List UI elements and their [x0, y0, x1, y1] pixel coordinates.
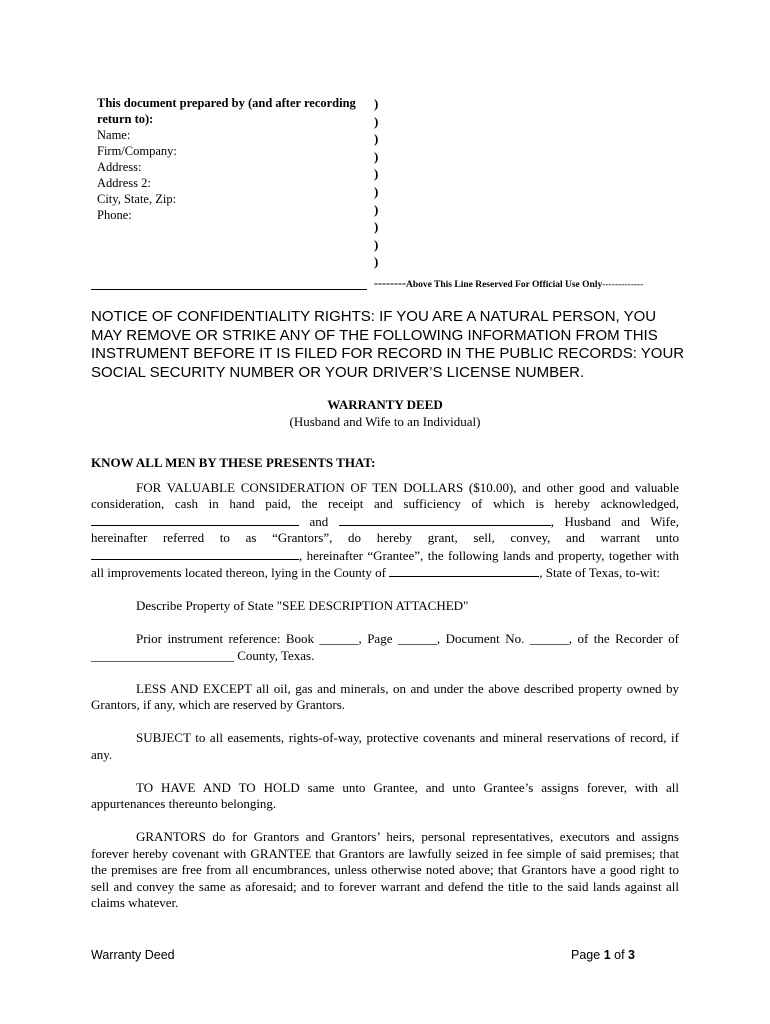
official-use-notice	[374, 276, 643, 291]
subject-to-paragraph: SUBJECT to all easements, rights-of-way, protective covenants and mineral reservations of record, if any.	[91, 730, 679, 762]
bracket-paren: )	[374, 166, 379, 182]
less-except-paragraph: LESS AND EXCEPT all oil, gas and minerals, on and under the above described property owned by Grantors, if any, which are reserved by Grantors.	[91, 680, 679, 712]
grantor-2-blank[interactable]	[339, 513, 551, 526]
page-total: 3	[628, 948, 635, 962]
bracket-paren: )	[374, 183, 379, 199]
field-name-label: Name:	[97, 128, 131, 142]
county-texas-blank[interactable]: ______________________	[91, 647, 234, 663]
bracket-paren: )	[374, 236, 379, 252]
field-city-state-zip-label: City, State, Zip:	[97, 192, 177, 206]
bracket-paren: )	[374, 113, 379, 129]
husband-wife-text: , Husband and Wife,	[550, 513, 679, 529]
grantors-covenant-paragraph: GRANTORS do for Grantors and Grantors’ heirs, personal representatives, executors and assigns forever hereby covenant with GRANTEE that Grantors are lawfully seized in fee simple of said premises; that the premises are free from all encumbrances, unless otherwise noted above; that Grantors have a good right to sell and convey the same as aforesaid; and to forever warrant and defend the title to the said lands against all claims whatever.	[91, 829, 679, 910]
reserved-text: Above This Line Reserved For Official Use Only	[405, 280, 603, 290]
deed-title-block	[0, 397, 770, 430]
know-all-heading: KNOW ALL MEN BY THESE PRESENTS THAT:	[91, 455, 376, 470]
state-text: , State of Texas,	[539, 565, 623, 580]
grantee-text: , hereinafter “Grantee”, the following lands and property, together	[299, 547, 652, 563]
property-description: Describe Property of State "SEE DESCRIPTION ATTACHED"	[136, 598, 469, 613]
page-label: Page	[571, 948, 601, 962]
page-indicator	[571, 948, 635, 962]
reserved-dashes-left: --------	[374, 276, 406, 290]
grantee-blank[interactable]	[91, 547, 299, 560]
county-texas-text: County, Texas.	[234, 647, 315, 663]
and-word: and	[309, 513, 329, 529]
spacer	[91, 714, 679, 731]
return-to-heading: return to):	[97, 112, 154, 126]
deed-subtitle: (Husband and Wife to an Individual)	[289, 414, 481, 429]
to-wit-text: to-wit:	[625, 565, 661, 580]
deed-body	[91, 455, 679, 912]
spacer	[91, 664, 679, 681]
consideration-text: FOR VALUABLE CONSIDERATION OF TEN DOLLARS ($10.00), and other good and valuable consideration, cash in hand paid, the receipt and sufficiency of which is hereby acknowledged,	[91, 479, 679, 511]
prior-instrument-paragraph	[91, 631, 679, 664]
field-phone-label: Phone:	[97, 208, 132, 222]
grant-text: hereinafter referred to as “Grantors”, do hereby grant, sell, convey, and warrant unto	[91, 530, 679, 545]
confidentiality-notice: NOTICE OF CONFIDENTIALITY RIGHTS: IF YOU ARE A NATURAL PERSON, YOU MAY REMOVE OR STRIKE ANY OF THE FOLLOWING INFORMATION FROM THIS INSTRUMENT BEFORE IT IS FILED FOR RECORD IN THE PUBLIC RECORDS: YOUR SOCIAL SECURITY NUMBER OR YOUR DRIVER’S LICENSE NUMBER.	[91, 308, 685, 381]
prepared-by-block	[97, 95, 369, 223]
grantor-1-blank[interactable]	[91, 513, 299, 526]
footer-document-name: Warranty Deed	[91, 948, 175, 962]
to-have-paragraph: TO HAVE AND TO HOLD same unto Grantee, and unto Grantee’s assigns forever, with all appurtenances thereunto belonging.	[91, 779, 679, 811]
prior-reference-text: Prior instrument reference: Book ______, Page ______, Document No. ______, of the Recorder of	[136, 631, 679, 646]
bracket-paren: )	[374, 96, 379, 111]
bracket-column	[374, 95, 378, 271]
deed-title: WARRANTY DEED	[327, 397, 443, 412]
county-text: with all improvements located thereon, lying in the County of	[91, 547, 680, 580]
page-current: 1	[603, 948, 611, 962]
bracket-paren: )	[374, 254, 379, 270]
bracket-paren: )	[374, 148, 379, 164]
county-blank[interactable]	[389, 564, 539, 577]
of-label: of	[614, 948, 625, 962]
spacer	[91, 763, 679, 780]
consideration-paragraph	[91, 480, 679, 582]
spacer	[91, 813, 679, 830]
bracket-paren: )	[374, 201, 379, 217]
field-address-label: Address:	[97, 160, 142, 174]
reserved-dashes-right: -------------	[602, 280, 644, 290]
spacer	[91, 615, 679, 632]
prepared-by-heading: This document prepared by (and after recording	[97, 96, 356, 110]
spacer	[91, 582, 679, 599]
field-firm-label: Firm/Company:	[97, 144, 177, 158]
recording-separator-line	[91, 289, 367, 290]
bracket-paren: )	[374, 131, 379, 147]
field-address2-label: Address 2:	[97, 176, 151, 190]
bracket-paren: )	[374, 219, 379, 235]
